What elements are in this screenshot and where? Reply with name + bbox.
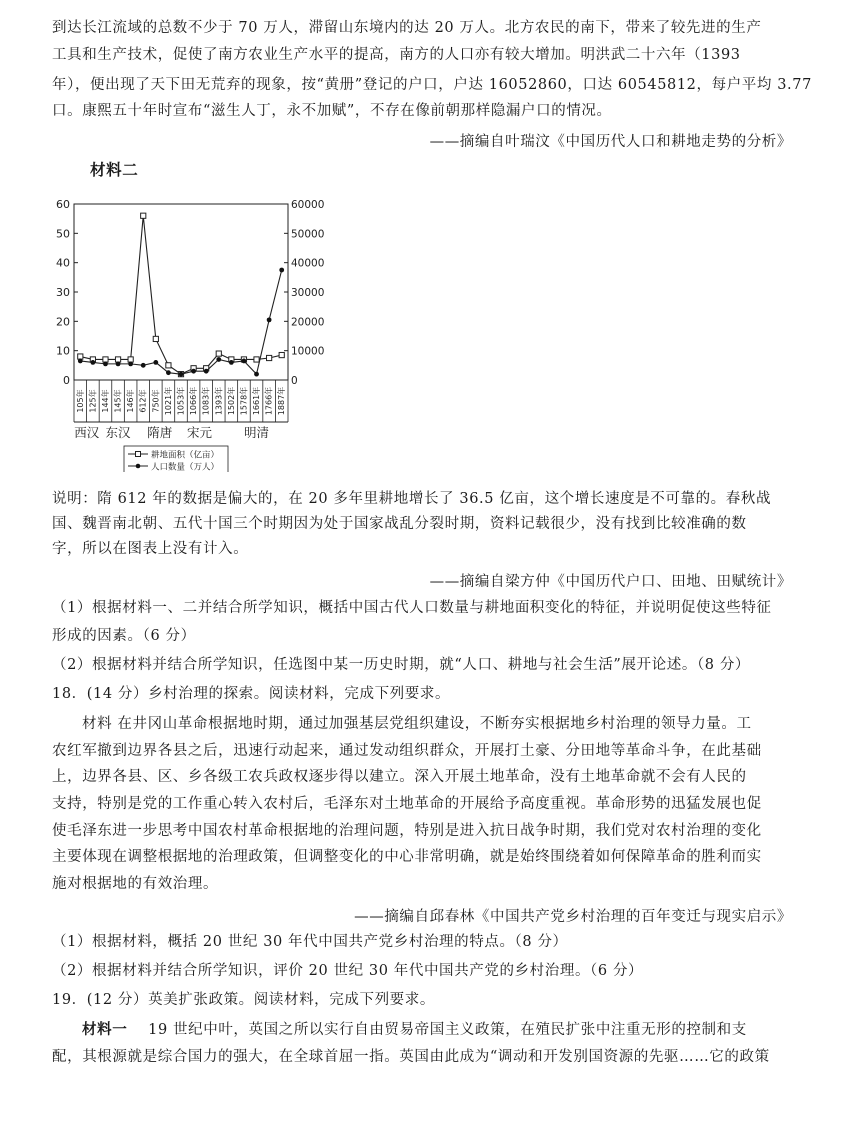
right-tick-label: 50000	[291, 228, 325, 241]
legend-marker-square	[136, 452, 141, 457]
farmland-point	[279, 352, 284, 357]
right-tick-label: 30000	[291, 287, 325, 299]
x-tick-label: 1502年	[226, 386, 236, 416]
x-tick-label: 1083年	[201, 386, 211, 416]
q17-part1-line2: 形成的因素。（6 分）	[52, 628, 196, 644]
q18-material-line-7: 施对根据地的有效治理。	[52, 876, 219, 892]
legend-label: 人口数量（万人）	[151, 462, 220, 472]
population-point	[279, 268, 284, 273]
farmland-point	[115, 357, 120, 362]
q18-title: 18．(14 分）乡村治理的探索。阅读材料，完成下列要求。	[52, 686, 451, 702]
q18-source: ——摘编自邱春林《中国共产党乡村治理的百年变迁与现实启示》	[354, 909, 792, 925]
intro-source: ——摘编自叶瑞汶《中国历代人口和耕地走势的分析》	[429, 134, 792, 150]
farmland-point	[254, 357, 259, 362]
population-point	[78, 359, 83, 364]
chart-x-labels	[74, 380, 288, 440]
q19-material1-text: 19 世纪中叶，英国之所以实行自由贸易帝国主义政策，在殖民扩张中注重无形的控制和支	[148, 1022, 747, 1038]
x-tick-label: 1393年	[214, 386, 224, 416]
q19-title: 19．(12 分）英美扩张政策。阅读材料，完成下列要求。	[52, 992, 435, 1008]
population-point	[179, 372, 184, 377]
x-tick-label: 1066年	[189, 386, 199, 416]
farmland-point	[128, 357, 133, 362]
population-point	[204, 369, 209, 374]
q18-material-line-5: 使毛泽东进一步思考中国农村革命根据地的治理问题，特别是进入抗日战争时期，我们党对农村治理的变化	[52, 823, 762, 839]
farmland-point	[141, 213, 146, 218]
farmland-point	[166, 363, 171, 368]
intro-line-4: 口。康熙五十年时宣布“滋生人丁，永不加赋”，不存在像前朝那样隐漏户口的情况。	[52, 103, 612, 119]
q19-material1-label: 材料一	[82, 1021, 128, 1038]
population-point	[267, 317, 272, 322]
right-tick-label: 20000	[291, 316, 325, 329]
legend-label: 耕地面积（亿亩）	[151, 450, 220, 461]
q18-material-line-6: 主要体现在调整根据地的治理政策，但调整变化的中心非常明确，就是始终围绕着如何保障革命的胜利而实	[52, 849, 762, 865]
population-point	[141, 363, 146, 368]
right-tick-label: 40000	[291, 257, 325, 270]
q17-part1-line1: （1）根据材料一、二并结合所学知识，概括中国古代人口数量与耕地面积变化的特征，并说明促使这些特征	[52, 600, 772, 616]
dynasty-label: 东汉	[105, 425, 131, 440]
note-line-3: 字，所以在图表上没有计入。	[52, 541, 249, 557]
left-tick-label: 40	[56, 256, 70, 270]
farmland-line	[80, 216, 281, 374]
note-line-1: 说明：隋 612 年的数据是偏大的，在 20 多年里耕地增长了 36.5 亿亩，这个增长速度是不可靠的。春秋战	[52, 491, 772, 507]
q18-part1: （1）根据材料，概括 20 世纪 30 年代中国共产党乡村治理的特点。（8 分）	[52, 934, 568, 950]
farmland-point	[103, 357, 108, 362]
right-tick-label: 0	[291, 375, 298, 387]
left-tick-label: 30	[56, 286, 70, 299]
population-point	[128, 361, 133, 366]
right-tick-label: 10000	[291, 345, 325, 358]
q19-material1-line-1	[82, 1020, 747, 1040]
material2-heading: 材料二	[90, 160, 139, 179]
x-tick-label: 1887年	[277, 386, 287, 416]
x-tick-label: 612年	[138, 389, 148, 413]
farmland-point	[153, 336, 158, 341]
population-point	[216, 357, 221, 362]
population-point	[153, 360, 158, 365]
intro-line-2: 工具和生产技术，促使了南方农业生产水平的提高，南方的人口亦有较大增加。明洪武二十六年（1393	[52, 47, 741, 63]
left-tick-label: 60	[56, 198, 70, 211]
note-source: ——摘编自梁方仲《中国历代户口、田地、田赋统计》	[429, 574, 792, 590]
x-tick-label: 144年	[100, 389, 110, 413]
population-point	[90, 360, 95, 365]
chart-axes	[56, 198, 324, 387]
chart-series	[78, 213, 285, 377]
x-tick-label: 145年	[113, 389, 123, 413]
legend-marker-dot	[136, 464, 141, 469]
left-tick-label: 10	[56, 344, 70, 358]
q18-part2: （2）根据材料并结合所学知识，评价 20 世纪 30 年代中国共产党的乡村治理。（6 分）	[52, 963, 644, 979]
population-point	[254, 372, 259, 377]
left-tick-label: 0	[63, 374, 70, 387]
population-point	[103, 361, 108, 366]
note-line-2: 国、魏晋南北朝、五代十国三个时期因为处于国家战乱分裂时期，资料记载很少，没有找到比较准确的数	[52, 516, 747, 532]
farmland-point	[78, 354, 83, 359]
left-tick-label: 20	[56, 315, 70, 329]
x-tick-label: 105年	[75, 389, 85, 413]
q18-material-line-4: 支持，特别是党的工作重心转入农村后，毛泽东对土地革命的开展给予高度重视。革命形势的迅猛发展也促	[52, 796, 762, 812]
x-tick-label: 1578年	[239, 386, 249, 416]
intro-line-3: 年），便出现了天下田无荒弃的现象，按“黄册”登记的户口，户达 16052860，口达 60545812，每户平均 3.77	[52, 77, 812, 93]
x-tick-label: 750年	[151, 389, 161, 413]
farmland-point	[216, 351, 221, 356]
intro-line-1: 到达长江流域的总数不少于 70 万人，滞留山东境内的达 20 万人。北方农民的南下，带来了较先进的生产	[52, 20, 762, 36]
q18-material-line-2: 农红军撤到边界各县之后，迅速行动起来，通过发动组织群众，开展打土豪、分田地等革命斗争，在此基础	[52, 743, 762, 759]
population-point	[116, 361, 121, 366]
q17-part2: （2）根据材料并结合所学知识，任选图中某一历史时期，就“人口、耕地与社会生活”展开论述。（8 分）	[52, 657, 751, 673]
population-point	[242, 359, 247, 364]
population-point	[166, 370, 171, 375]
dynasty-label: 西汉	[74, 425, 100, 440]
q19-material1-line-2: 配，其根源就是综合国力的强大，在全球首屈一指。英国由此成为“调动和开发别国资源的先驱……它的政策	[52, 1049, 770, 1065]
population-farmland-chart	[56, 192, 346, 472]
population-point	[191, 369, 196, 374]
dynasty-label: 隋唐	[147, 425, 173, 440]
chart-legend	[124, 446, 228, 472]
population-line	[80, 270, 281, 374]
dynasty-label: 宋元	[187, 425, 213, 440]
q18-material-line-3: 上，边界各县、区、乡各级工农兵政权逐步得以建立。深入开展土地革命，没有土地革命就不会有人民的	[52, 769, 747, 785]
left-tick-label: 50	[56, 227, 70, 241]
x-tick-label: 1021年	[163, 386, 173, 416]
population-point	[229, 360, 234, 365]
dynasty-label: 明清	[243, 425, 269, 440]
q18-material-line-1: 材料 在井冈山革命根据地时期，通过加强基层党组织建设，不断夯实根据地乡村治理的领导力量。工	[82, 716, 752, 732]
x-tick-label: 146年	[126, 389, 136, 413]
x-tick-label: 1766年	[264, 386, 274, 416]
right-tick-label: 60000	[291, 199, 325, 211]
x-tick-label: 125年	[88, 389, 98, 413]
x-tick-label: 1661年	[252, 386, 262, 416]
x-tick-label: 1053年	[176, 386, 186, 416]
plot-frame	[74, 204, 288, 380]
farmland-point	[267, 355, 272, 360]
